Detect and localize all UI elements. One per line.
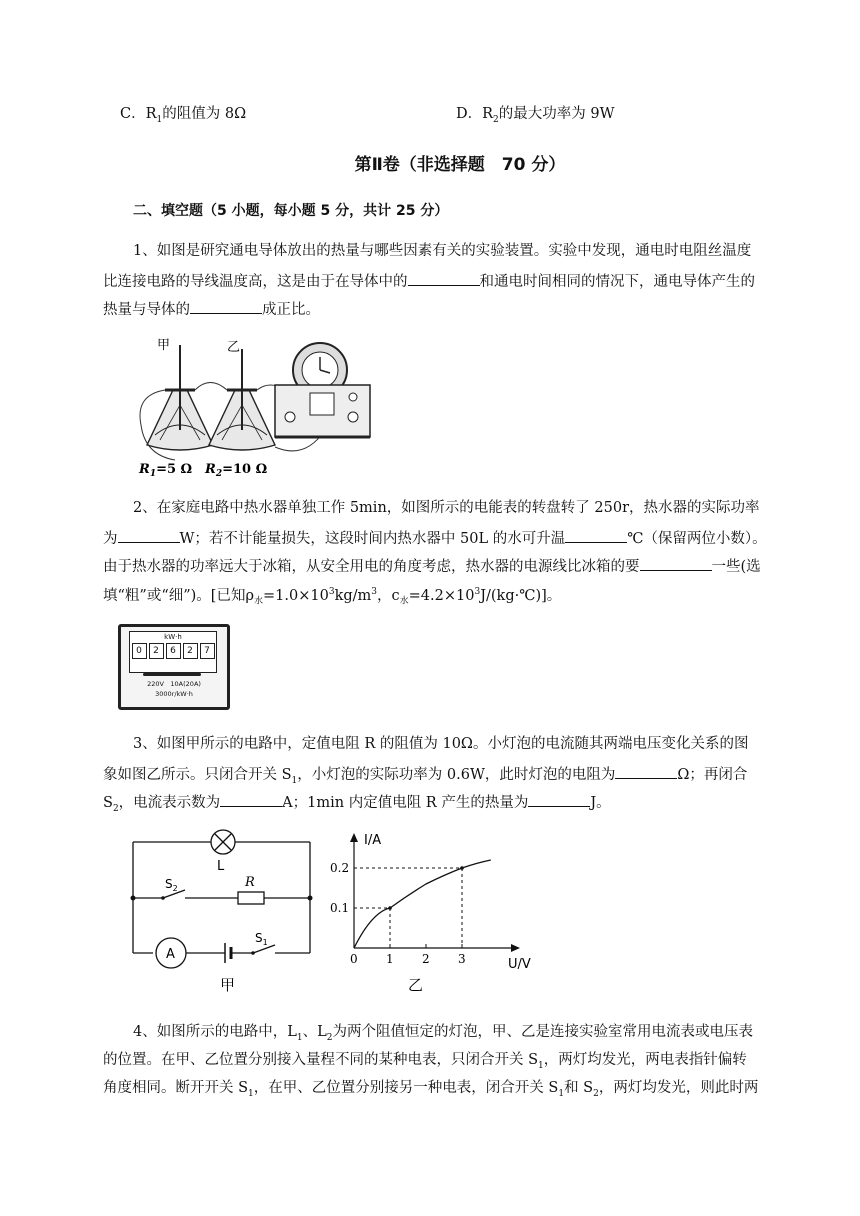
x-tick-label: 2 <box>422 952 430 966</box>
flask-jia <box>147 345 213 450</box>
circuit-label-r: R <box>245 875 255 890</box>
q3-blank-1[interactable] <box>615 762 677 779</box>
q2-sub: 水 <box>254 596 264 607</box>
q4-sub: 1 <box>538 1060 544 1071</box>
figure-label-yi: 乙 <box>408 976 424 994</box>
option-d-sub: 2 <box>493 114 499 125</box>
meter-digits <box>130 643 216 659</box>
graph-xlabel: U/V <box>508 957 531 972</box>
q3-text: ，小灯泡的实际功率为 0.6W，此时灯泡的电阻为 <box>297 767 616 783</box>
resistor-r <box>238 892 264 904</box>
figure-label-jia: 甲 <box>220 976 236 994</box>
q3-blank-3[interactable] <box>528 790 590 807</box>
q2-text: 一些(选 <box>711 559 761 575</box>
q4-text: 、L <box>302 1024 327 1040</box>
q2-text: 由于热水器的功率远大于冰箱，从安全用电的角度考虑，热水器的电源线比冰箱的要 <box>103 559 640 575</box>
fig-label-yi: 乙 <box>227 340 241 355</box>
circuit-label-s1: $S_1$ <box>255 931 268 947</box>
fig-r2-label: $R_2=10$ Ω <box>205 462 268 479</box>
option-c-sub: 1 <box>156 114 163 125</box>
q4-line3 <box>103 1078 758 1104</box>
q3-text: Ω；再闭合 <box>677 767 748 783</box>
meter-digit: 2 <box>149 643 164 659</box>
y-tick-label: 0.2 <box>330 861 350 875</box>
q4-text: 为两个阻值恒定的灯泡，甲、乙是连接实验室常用电流表或电压表 <box>332 1024 753 1040</box>
q2-line1: 2、在家庭电路中热水器单独工作 5min，如图所示的电能表的转盘转了 250r，热水器的实际功率 <box>133 500 760 516</box>
q3-sub: 2 <box>112 803 119 814</box>
q2-text: =4.2×10 <box>408 587 475 604</box>
q1-text: 比连接电路的导线温度高，这是由于在导体中的 <box>103 274 408 290</box>
q2-text: J/(kg·℃)]。 <box>480 587 562 604</box>
q4-sub: 2 <box>326 1032 333 1043</box>
q3-text: ，电流表示数为 <box>118 795 221 811</box>
q2-text: ℃（保留两位小数）。 <box>627 531 767 547</box>
q3-iu-graph <box>328 828 538 998</box>
meter-disc <box>143 673 201 676</box>
q4-text: 的位置。在甲、乙位置分别接入量程不同的某种电表，只闭合开关 S <box>103 1052 539 1068</box>
option-d-text: 的最大功率为 9W <box>498 106 615 122</box>
q4-text: 4、如图所示的电路中，L <box>133 1024 297 1040</box>
meter-digit: 0 <box>132 643 147 659</box>
q2-text: =1.0×10 <box>263 587 329 604</box>
option-c-prefix: C．R <box>120 106 157 122</box>
q4-text: 和 S <box>564 1080 594 1096</box>
q3-line3 <box>103 790 611 819</box>
q4-text: 角度相同。断开开关 S <box>103 1080 249 1096</box>
y-axis-arrow <box>350 833 358 842</box>
electricity-meter <box>118 624 230 710</box>
q2-sub: 水 <box>399 596 409 607</box>
q1-blank-2[interactable] <box>190 297 262 314</box>
fig-label-jia: 甲 <box>157 338 171 353</box>
option-d <box>456 104 615 130</box>
q1-apparatus-figure <box>135 335 380 480</box>
q1-text: 和通电时间相同的情况下，通电导体产生的 <box>479 274 755 290</box>
q4-line2 <box>103 1050 747 1076</box>
q1-text: 热量与导体的 <box>103 302 190 318</box>
q1-blank-1[interactable] <box>408 269 480 286</box>
q3-text: J。 <box>590 795 611 811</box>
q3-line1: 3、如图甲所示的电路中，定值电阻 R 的阻值为 10Ω。小灯泡的电流随其两端电压变化关系的图 <box>133 736 749 752</box>
q2-sup: 3 <box>474 587 481 597</box>
graph-ylabel: I/A <box>364 833 382 848</box>
q4-sub: 1 <box>296 1032 303 1043</box>
option-d-prefix: D．R <box>456 106 494 122</box>
part-title: 第Ⅱ卷（非选择题 70 分） <box>354 155 566 175</box>
marked-point <box>388 906 392 910</box>
y-tick-label: 0.1 <box>330 901 350 915</box>
q2-sup: 3 <box>328 587 335 597</box>
q4-sub: 1 <box>558 1088 565 1099</box>
x-tick-label: 1 <box>386 952 394 966</box>
q2-sup: 3 <box>371 587 377 597</box>
meter-digit: 7 <box>200 643 215 659</box>
q3-line2 <box>103 762 747 791</box>
q2-text: 填“粗”或“细”)。[已知ρ <box>103 587 254 604</box>
q2-line3 <box>103 554 761 577</box>
marked-point <box>460 866 464 870</box>
q2-text: ，c <box>377 587 400 604</box>
q2-text: 为 <box>103 531 118 547</box>
meter-spec: 220V 10A(20A) <box>147 680 201 688</box>
q4-text: ，两灯均发光，两电表指针偏转 <box>543 1052 747 1068</box>
q2-blank-2[interactable] <box>565 526 627 543</box>
q2-line4 <box>103 582 561 612</box>
circuit-label-a: A <box>166 947 175 962</box>
option-c <box>120 104 246 130</box>
q3-text: 象如图乙所示。只闭合开关 S <box>103 767 292 783</box>
x-axis-arrow <box>511 944 520 952</box>
q1-text: 成正比。 <box>262 302 320 318</box>
flask-yi <box>209 349 275 450</box>
q2-blank-1[interactable] <box>118 526 180 543</box>
x-tick-label: 3 <box>458 952 466 966</box>
q1-line2 <box>103 269 755 292</box>
q4-text: ，在甲、乙位置分别接另一种电表，闭合开关 S <box>253 1080 559 1096</box>
q3-blank-2[interactable] <box>220 790 282 807</box>
x-tick-label: 0 <box>350 952 358 966</box>
meter-unit: kW·h <box>164 633 182 641</box>
q1-line1: 1、如图是研究通电导体放出的热量与哪些因素有关的实验装置。实验中发现，通电时电阻丝温度 <box>133 243 752 259</box>
option-c-text: 的阻值为 8Ω <box>162 106 247 122</box>
q1-line3 <box>103 297 320 320</box>
q3-text: S <box>103 795 113 811</box>
circuit-label-l: L <box>217 859 225 874</box>
q3-sub: 1 <box>291 775 298 786</box>
iu-curve <box>354 860 491 948</box>
q3-text: A；1min 内定值电阻 R 产生的热量为 <box>282 795 529 811</box>
meter-digit: 2 <box>183 643 198 659</box>
circuit-label-s2: $S_2$ <box>165 877 178 893</box>
meter-digit: 6 <box>166 643 181 659</box>
q2-text: W；若不计能量损失，这段时间内热水器中 50L 的水可升温 <box>179 531 566 547</box>
fig-r1-label: $R_1=5$ Ω <box>139 462 193 479</box>
q2-text: kg/m <box>334 587 372 604</box>
q4-sub: 1 <box>248 1088 254 1099</box>
q2-blank-3[interactable] <box>640 554 712 571</box>
q4-text: ，两灯均发光，则此时两 <box>598 1080 759 1096</box>
section-title: 二、填空题（5 小题，每小题 5 分，共计 25 分） <box>133 203 449 219</box>
meter-rate: 3000r/kW·h <box>155 690 193 698</box>
q4-line1 <box>133 1022 753 1048</box>
q2-line2 <box>103 526 767 549</box>
q4-sub: 2 <box>593 1088 599 1099</box>
q3-circuit-diagram <box>125 828 325 998</box>
